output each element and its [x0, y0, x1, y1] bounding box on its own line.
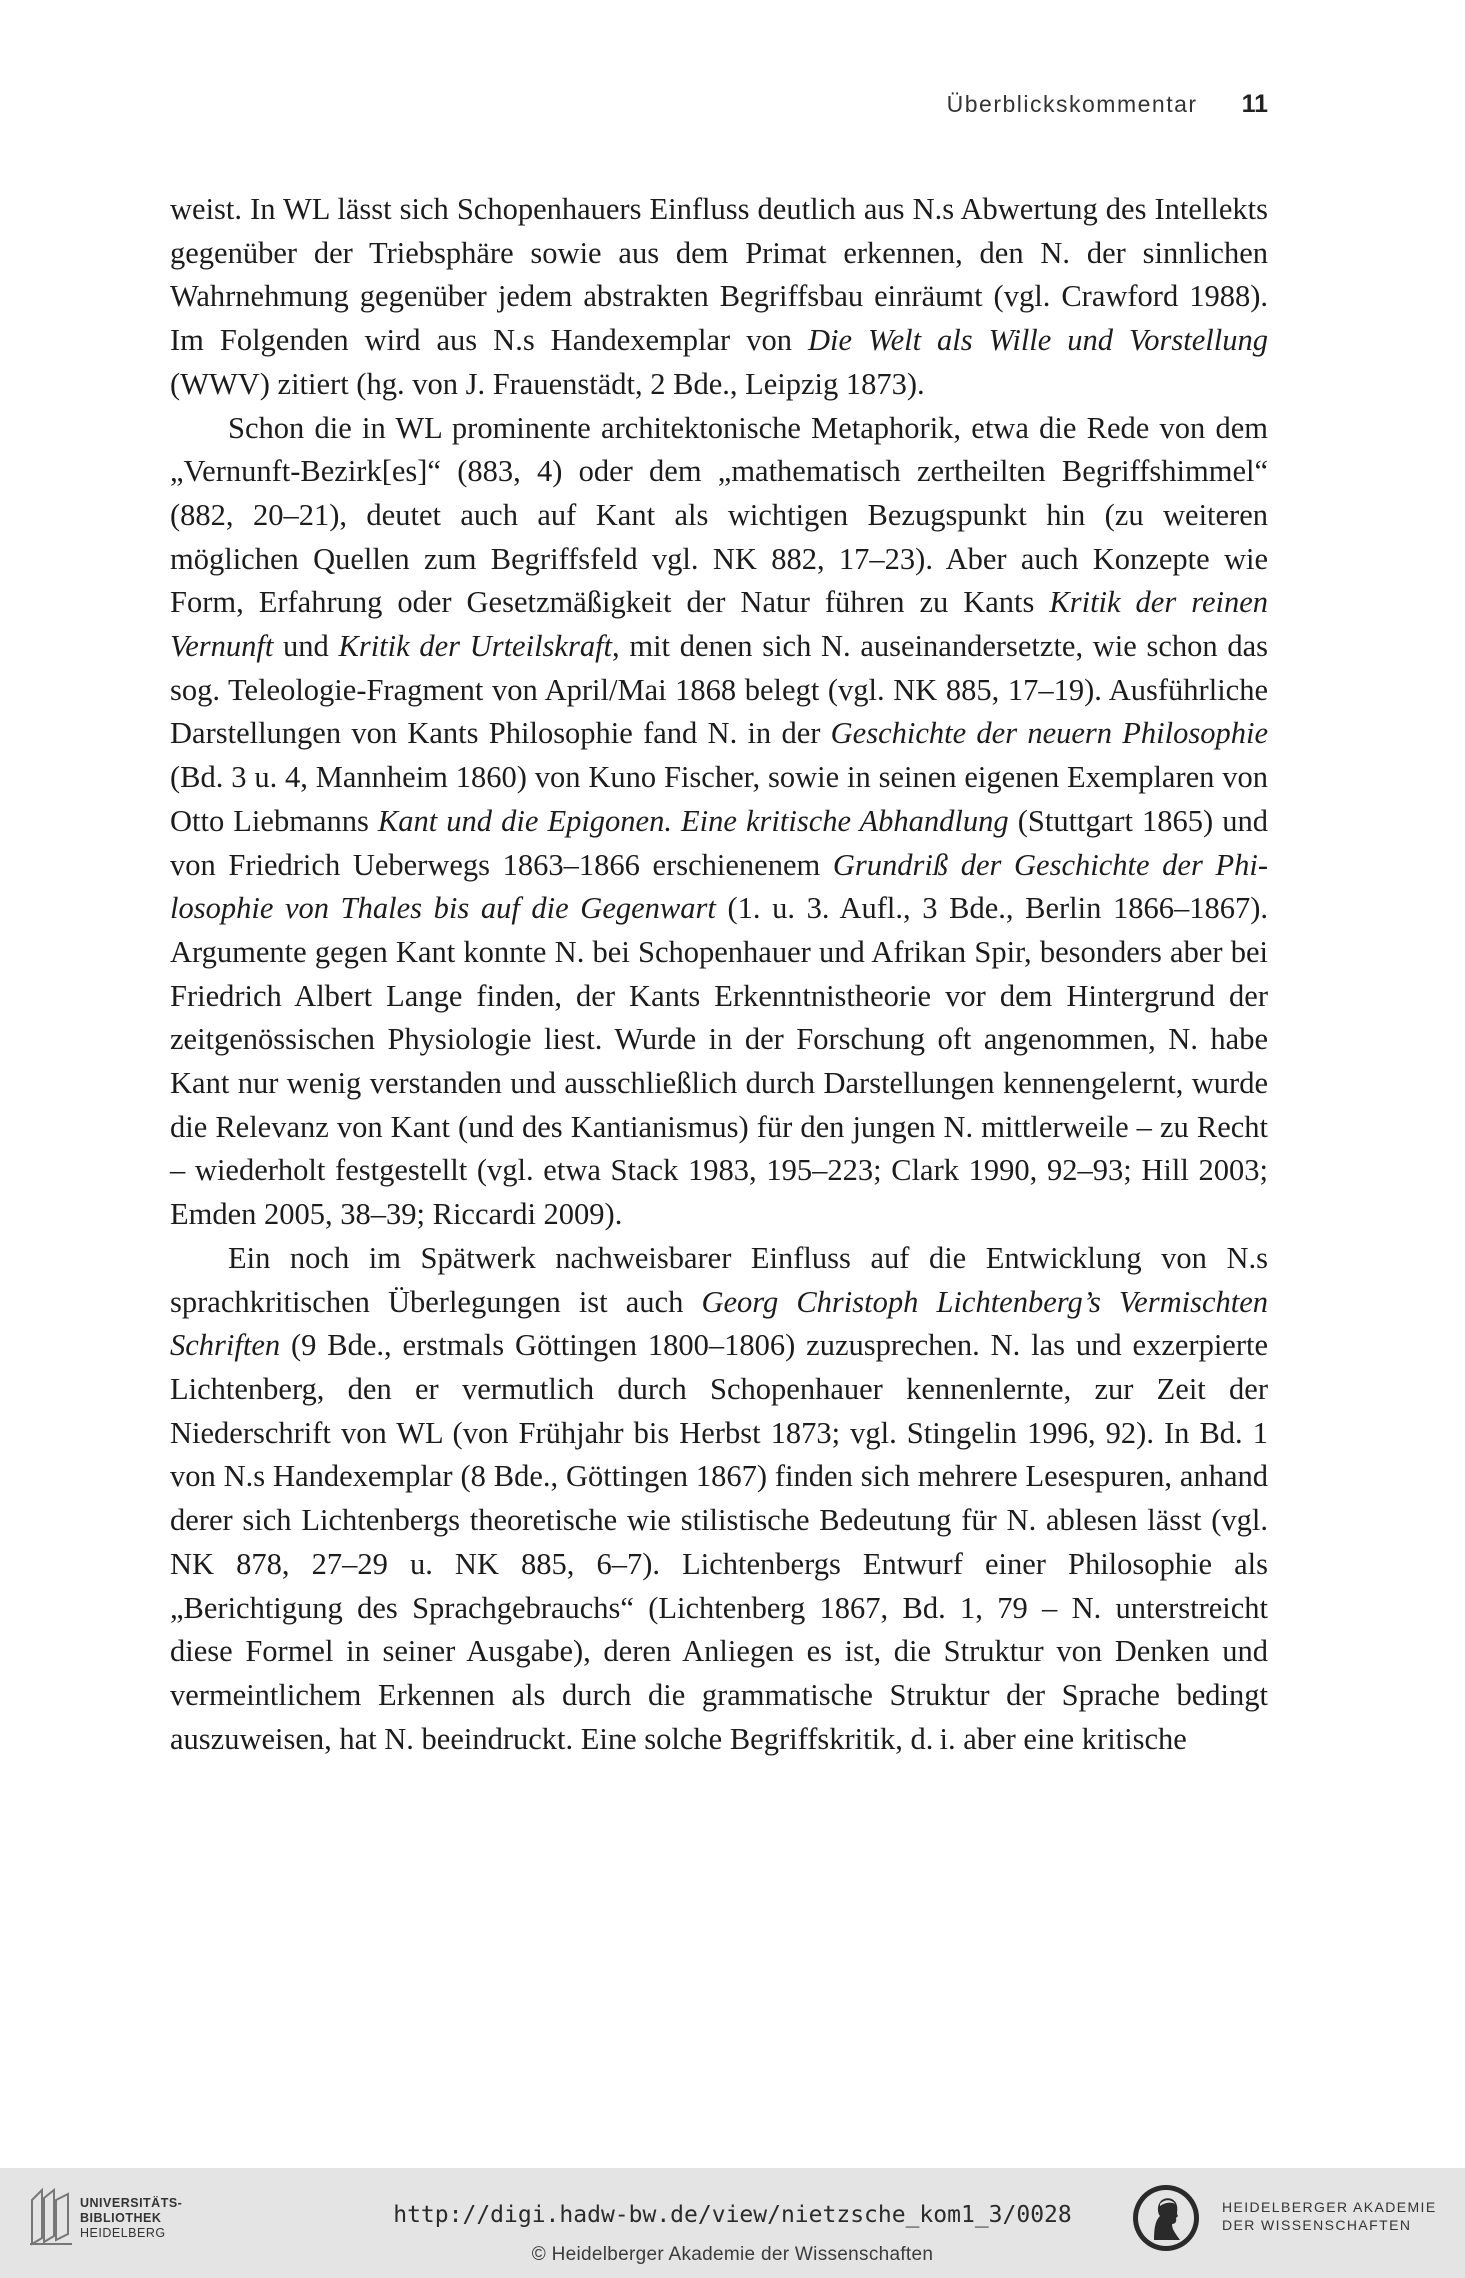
- footer-bar: [0, 2168, 1465, 2278]
- text-run: weist. In WL lässt sich Schopenhauers Einfluss deutlich aus N.s Abwertung des Intellekts gegenüber der Triebsphäre sowie aus dem Primat erkennen, den N. der sinnlichen Wahrnehmung gegenüber jedem abstrakten Begriffsbau einräumt (vgl. Crawford 1988). Im Folgenden wird aus N.s Handexemplar von: [170, 192, 1268, 358]
- academy-line: DER WISSENSCHAFTEN: [1222, 2217, 1412, 2233]
- text-run: (WWV) zitiert (hg. von J. Frauenstädt, 2 Bde., Leipzig 1873).: [170, 366, 925, 401]
- text-run: Schon die in WL prominente architektonische Metaphorik, etwa die Rede von dem „Vernunft-Bezirk[es]“ (883, 4) oder dem „mathematisch zertheilten Begriffshimmel“ (882, 20–21), deutet auch auf Kant als wichtigen Bezugspunkt hin (zu weiteren möglichen Quellen zum Begriffsfeld vgl. NK 882, 17–23). Aber auch Konzepte wie Form, Erfahrung oder Gesetzmäßigkeit der Natur führen zu Kants: [170, 410, 1268, 620]
- italic-title-text: Grundriß der Geschichte der Philosophie von Thales bis auf die Gegenwart: [170, 847, 1268, 926]
- text-run: , mit denen sich N. auseinandersetzte, wie schon das sog. Teleologie-Fragment von April/Mai 1868 belegt (vgl. NK 885, 17–19). Ausführliche Darstellungen von Kants Philosophie fand N. in der: [170, 629, 1268, 751]
- paragraph: [170, 188, 1268, 407]
- academy-portrait-emblem-icon: [1130, 2182, 1202, 2254]
- italic-title-text: Die Welt als Wille und Vorstellung: [807, 323, 1268, 358]
- text-run: und: [273, 629, 339, 664]
- italic-title-text: Georg Christoph Lichtenberg’s Vermischten Schriften: [170, 1284, 1268, 1363]
- italic-title-text: Kant und die Epigonen. Eine kritische Abhandlung: [377, 803, 1009, 838]
- paragraph: [170, 407, 1268, 1237]
- text-run: (1. u. 3. Aufl., 3 Bde., Berlin 1866–1867). Argumente gegen Kant konnte N. bei Schopenhauer und Afrikan Spir, besonders aber bei Friedrich Albert Lange finden, der Kants Erkenntnistheorie vor dem Hintergrund der zeitgenössischen Physiologie liest. Wurde in der Forschung oft angenommen, N. habe Kant nur wenig verstanden und ausschließlich durch Darstellungen kennengelernt, wurde die Relevanz von Kant (und des Kantianismus) für den jungen N. mittlerweile – zu Recht – wiederholt festgestellt (vgl. etwa Stack 1983, 195–223; Clark 1990, 92–93; Hill 2003; Emden 2005, 38–39; Riccardi 2009).: [170, 891, 1269, 1232]
- text-run: (9 Bde., erstmals Göttingen 1800–1806) zuzusprechen. N. las und exzerpierte Lichtenberg, den er vermutlich durch Schopenhauer kennenlernte, zur Zeit der Niederschrift von WL (von Frühjahr bis Herbst 1873; vgl. Stingelin 1996, 92). In Bd. 1 von N.s Handexemplar (8 Bde., Göttingen 1867) finden sich mehrere Lesespuren, anhand derer sich Lichtenbergs theoretische wie stilistische Bedeutung für N. ablesen lässt (vgl. NK 878, 27–29 u. NK 885, 6–7). Lichtenbergs Entwurf einer Philosophie als „Berichtigung des Sprachgebrauchs“ (Lichtenberg 1867, Bd. 1, 79 – N. unterstreicht diese Formel in seiner Ausgabe), deren Anliegen es ist, die Struktur von Denken und vermeintlichem Erkennen als durch die grammatische Struktur der Sprache bedingt auszuweisen, hat N. beeindruckt. Eine solche Begriffskritik, d. i. aber eine kritische: [170, 1328, 1268, 1756]
- page-number: 11: [1241, 90, 1268, 118]
- body-text: [170, 188, 1268, 1761]
- copyright-notice: © Heidelberger Akademie der Wissenschaften: [531, 2244, 934, 2265]
- academy-line: HEIDELBERGER AKADEMIE: [1222, 2199, 1437, 2215]
- text-run: (Bd. 3 u. 4, Mannheim 1860) von Kuno Fischer, sowie in seinen eigenen Exemplaren von Otto Liebmanns: [170, 760, 1268, 838]
- source-url-link[interactable]: http://digi.hadw-bw.de/view/nietzsche_kom1_3/0028: [393, 2202, 1072, 2228]
- running-title: Überblickskommentar: [946, 91, 1198, 117]
- running-head: [0, 90, 1268, 119]
- italic-title-text: Kritik der Urteilskraft: [338, 629, 613, 664]
- library-line: HEIDELBERG: [80, 2226, 166, 2240]
- library-line: BIBLIOTHEK: [80, 2211, 162, 2225]
- paragraph: [170, 1237, 1268, 1761]
- text-run: (Stuttgart 1865) und von Friedrich Ueberwegs 1863–1866 erschienenem: [170, 803, 1268, 882]
- text-run: Ein noch im Spätwerk nachweisbarer Einfluss auf die Entwicklung von N.s sprachkritischen Überlegungen ist auch: [170, 1240, 1268, 1319]
- academy-name[interactable]: [1222, 2198, 1437, 2234]
- italic-title-text: Kritik der reinen Vernunft: [170, 585, 1268, 664]
- library-line: UNIVERSITÄTS-: [80, 2196, 183, 2210]
- italic-title-text: Geschichte der neuern Philosophie: [830, 716, 1268, 751]
